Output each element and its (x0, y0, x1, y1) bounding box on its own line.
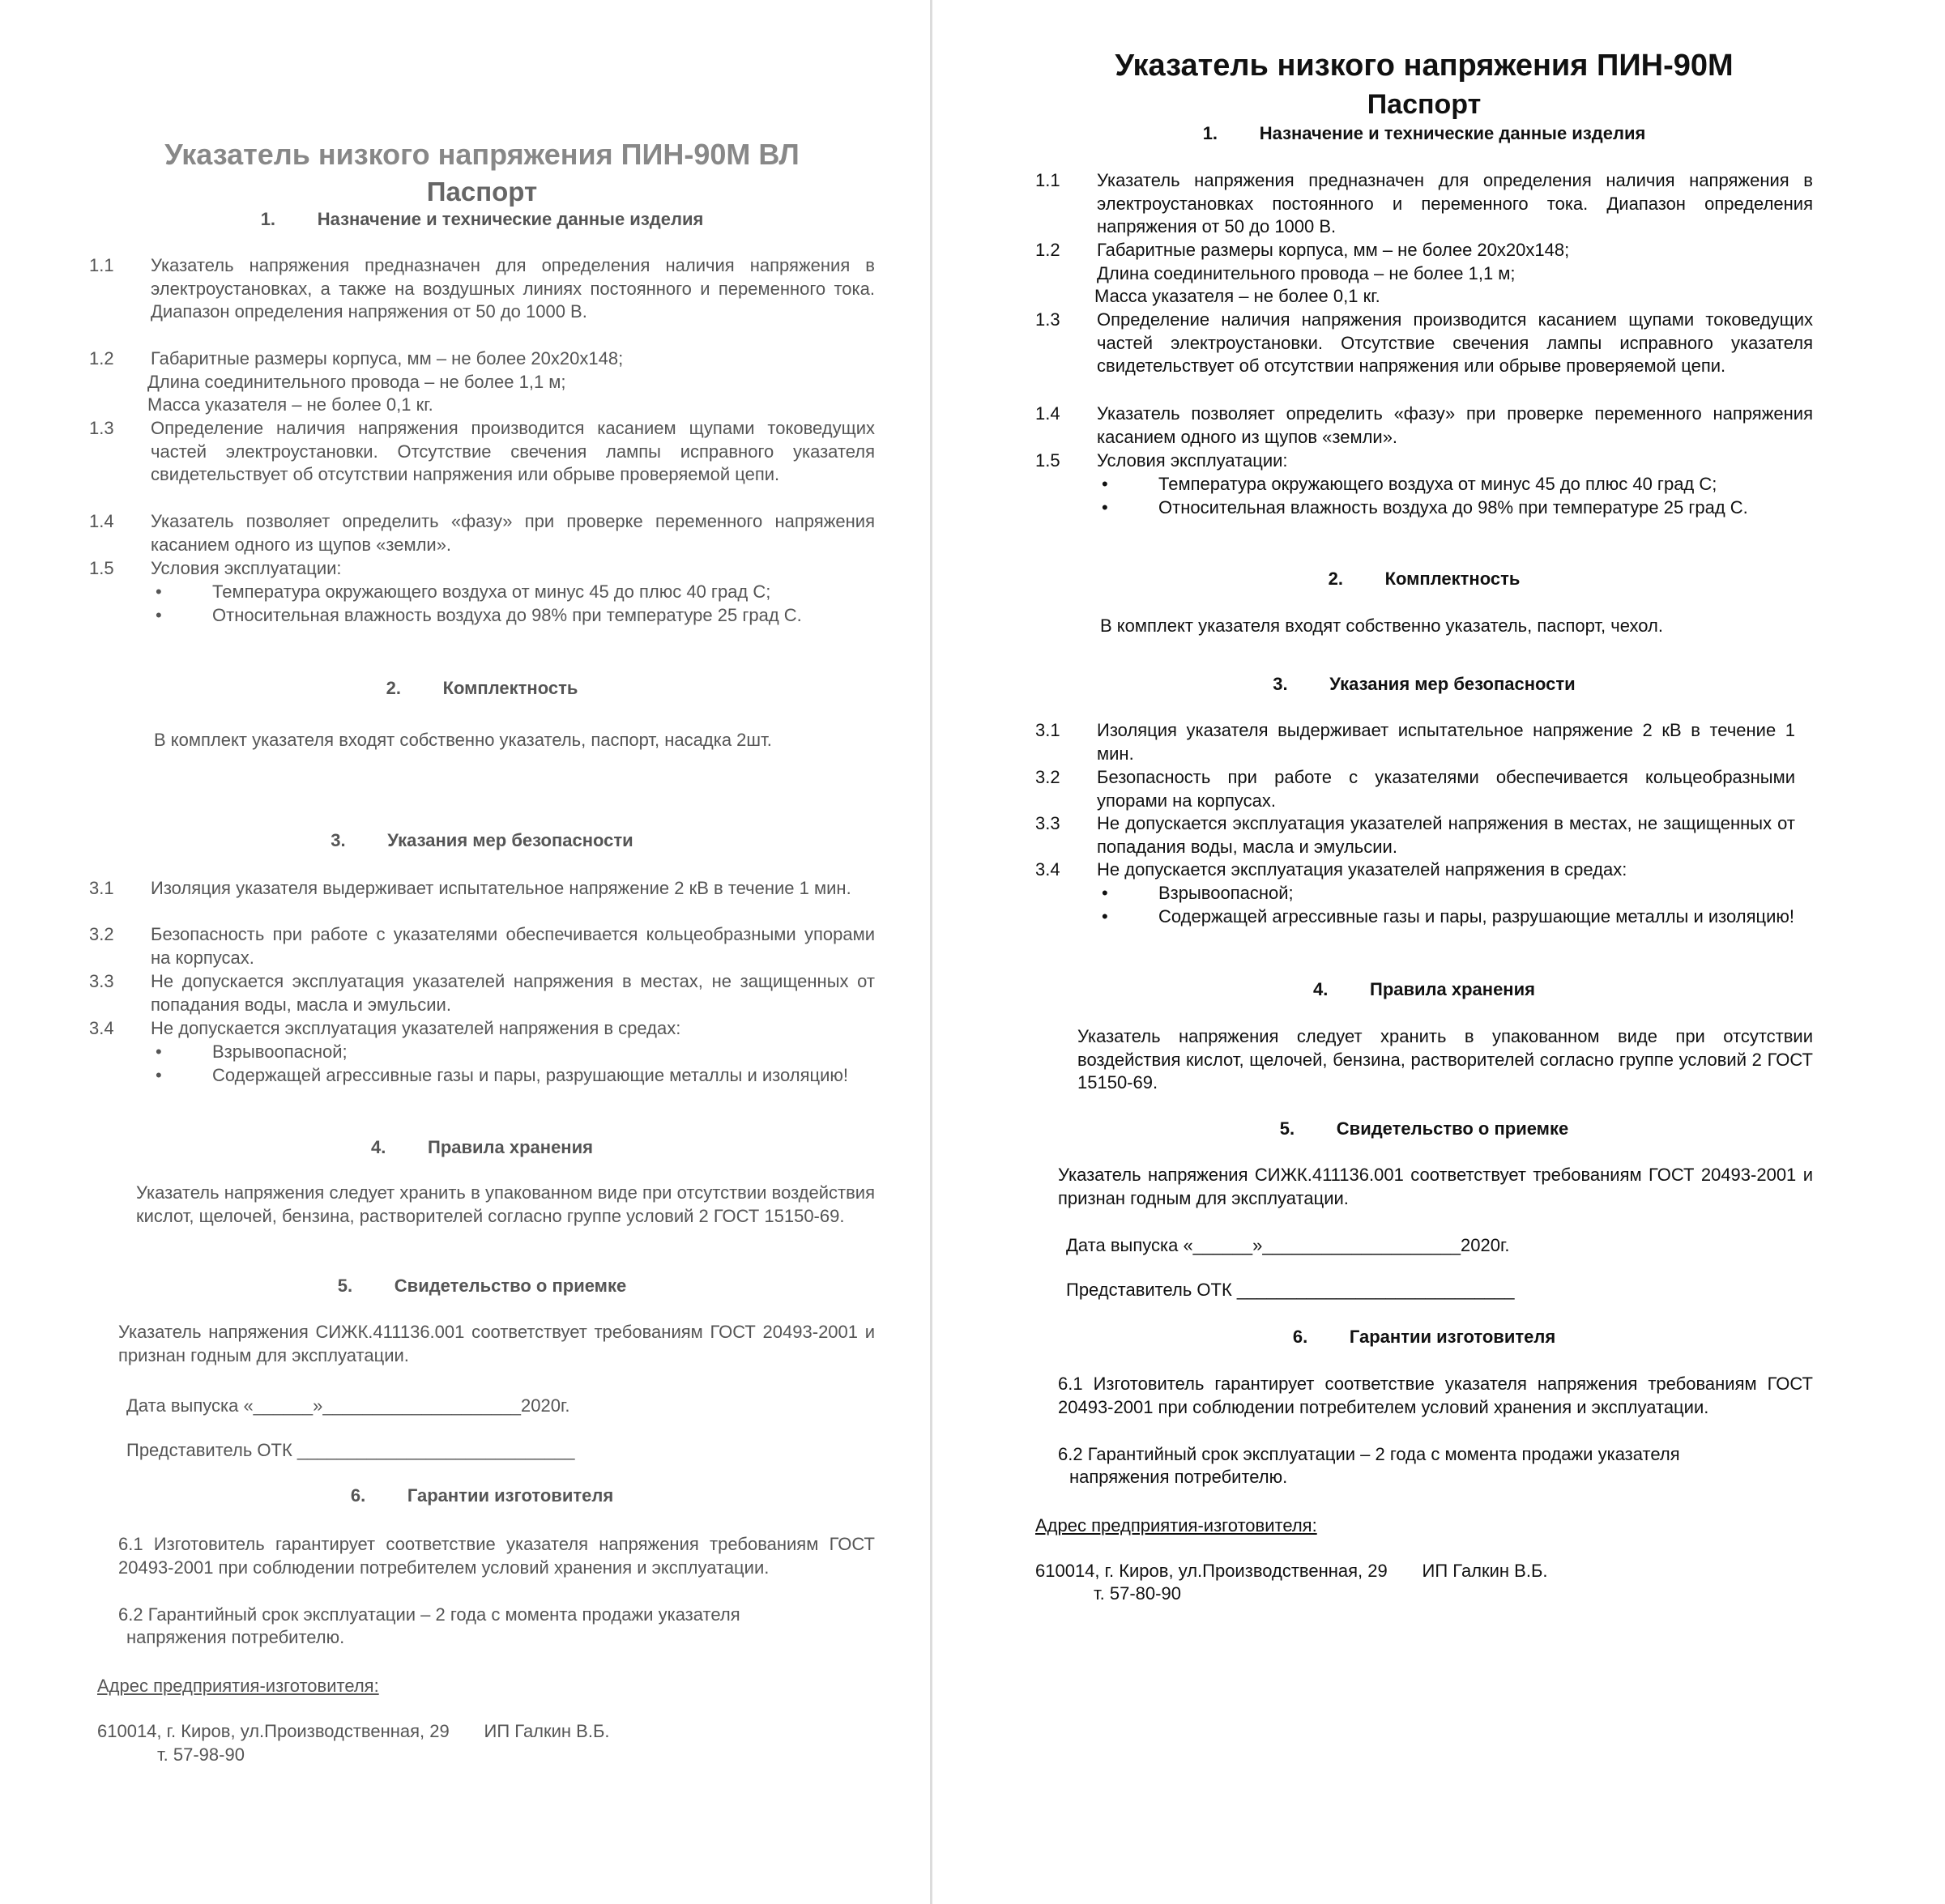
document-title: Указатель низкого напряжения ПИН-90М ВЛ (164, 138, 800, 171)
list-item: • Взрывоопасной; (151, 1041, 875, 1064)
item-3-2: 3.2 Безопасность при работе с указателями обеспечивается кольцеобразными упорами на корпусах. (1035, 767, 1795, 811)
list-item: • Содержащей агрессивные газы и пары, разрушающие металлы и изоляцию! (151, 1064, 875, 1088)
conditions-list (151, 581, 875, 627)
manufacturer-address: 610014, г. Киров, ул.Производственная, 29 ИП Галкин В.Б. (1035, 1561, 1548, 1581)
item-1-1: 1.1 Указатель напряжения предназначен для определения наличия напряжения в электроустановках постоянного и переменного тока. Диапазон определения напряжения от 50 до 1000 В. (1035, 170, 1813, 237)
section-heading-1: 1. Назначение и технические данные изделия (260, 209, 704, 229)
list-item: • Относительная влажность воздуха до 98% при температуре 25 град С. (1097, 496, 1813, 520)
document-subtitle: Паспорт (426, 177, 538, 207)
page-divider (930, 0, 932, 1904)
section-heading-5: 5. Свидетельство о приемке (1279, 1118, 1569, 1139)
release-date-line: Дата выпуска «______»____________________2020г. (1066, 1235, 1510, 1255)
section-heading-2: 2. Комплектность (386, 678, 578, 698)
acceptance-text: Указатель напряжения СИЖК.411136.001 соответствует требованиям ГОСТ 20493-2001 и признан годным для эксплуатации. (1058, 1165, 1813, 1208)
item-1-5: 1.5 Условия эксплуатации: (89, 558, 342, 578)
section-heading-4: 4. Правила хранения (371, 1137, 593, 1157)
release-date-line: Дата выпуска «______»____________________2020г. (126, 1395, 570, 1416)
list-item: • Температура окружающего воздуха от минус 45 до плюс 40 град С; (1097, 473, 1813, 496)
storage-text: Указатель напряжения следует хранить в упакованном виде при отсутствии воздействия кислот, щелочей, бензина, растворителей согласно группе условий 2 ГОСТ 15150-69. (136, 1182, 875, 1226)
address-label: Адрес предприятия-изготовителя: (97, 1676, 379, 1696)
document-title: Указатель низкого напряжения ПИН-90М (1115, 49, 1734, 83)
complect-text: В комплект указателя входят собственно указатель, паспорт, насадка 2шт. (154, 730, 772, 750)
section-heading-6: 6. Гарантии изготовителя (1292, 1327, 1556, 1347)
section-heading-1: 1. Назначение и технические данные изделия (1202, 123, 1646, 143)
acceptance-text: Указатель напряжения СИЖК.411136.001 соответствует требованиям ГОСТ 20493-2001 и признан годным для эксплуатации. (118, 1322, 875, 1365)
item-1-4: 1.4 Указатель позволяет определить «фазу» при проверке переменного напряжения касанием одного из щупов «земли». (89, 511, 875, 555)
item-3-3: 3.3 Не допускается эксплуатация указателей напряжения в местах, не защищенных от попадания воды, масла и эмульсии. (89, 971, 875, 1015)
section-heading-3: 3. Указания мер безопасности (331, 830, 633, 850)
section-heading-5: 5. Свидетельство о приемке (337, 1276, 627, 1296)
complect-text: В комплект указателя входят собственно указатель, паспорт, чехол. (1100, 615, 1663, 636)
otk-representative-line: Представитель ОТК ____________________________ (126, 1440, 575, 1460)
list-item: • Температура окружающего воздуха от минус 45 до плюс 40 град С; (151, 581, 875, 604)
list-item: • Содержащей агрессивные газы и пары, разрушающие металлы и изоляцию! (1097, 905, 1795, 929)
list-item: • Взрывоопасной; (1097, 882, 1795, 905)
warranty-6-2: 6.2 Гарантийный срок эксплуатации – 2 года с момента продажи указателя (1058, 1444, 1680, 1464)
environments-list (151, 1041, 875, 1087)
list-item: • Относительная влажность воздуха до 98% при температуре 25 град С. (151, 604, 875, 628)
item-3-4: 3.4 Не допускается эксплуатация указателей напряжения в средах: (89, 1018, 681, 1038)
item-1-3: 1.3 Определение наличия напряжения производится касанием щупами токоведущих частей электроустановки. Отсутствие свечения лампы исправного указателя свидетельствует об отсутствии напряжения или обрыве проверяемой цепи. (89, 418, 875, 485)
item-1-2: 1.2 Габаритные размеры корпуса, мм – не более 20х20х148; Длина соединительного провода – не более 1,1 м; Масса указателя – не более 0,1 кг. (89, 348, 624, 415)
item-3-3: 3.3 Не допускается эксплуатация указателей напряжения в местах, не защищенных от попадания воды, масла и эмульсии. (1035, 813, 1795, 857)
item-3-4: 3.4 Не допускается эксплуатация указателей напряжения в средах: (1035, 859, 1627, 880)
warranty-6-1: 6.1 Изготовитель гарантирует соответствие указателя напряжения требованиям ГОСТ 20493-2001 при соблюдении потребителем условий хранения и эксплуатации. (118, 1534, 875, 1578)
manufacturer-phone: т. 57-98-90 (157, 1744, 245, 1765)
item-1-3: 1.3 Определение наличия напряжения производится касанием щупами токоведущих частей электроустановки. Отсутствие свечения лампы исправного указателя свидетельствует об отсутствии напряжения или обрыве проверяемой цепи. (1035, 309, 1813, 377)
warranty-6-1: 6.1 Изготовитель гарантирует соответствие указателя напряжения требованиям ГОСТ 20493-2001 при соблюдении потребителем условий хранения и эксплуатации. (1058, 1374, 1813, 1417)
conditions-list (1097, 473, 1813, 519)
item-1-4: 1.4 Указатель позволяет определить «фазу» при проверке переменного напряжения касанием одного из щупов «земли». (1035, 403, 1813, 447)
storage-text: Указатель напряжения следует хранить в упакованном виде при отсутствии воздействия кислот, щелочей, бензина, растворителей согласно группе условий 2 ГОСТ 15150-69. (1077, 1026, 1813, 1093)
item-1-2: 1.2 Габаритные размеры корпуса, мм – не более 20х20х148; Длина соединительного провода – не более 1,1 м; Масса указателя – не более 0,1 кг. (1035, 240, 1570, 307)
document-subtitle: Паспорт (1367, 89, 1482, 120)
warranty-6-2: 6.2 Гарантийный срок эксплуатации – 2 года с момента продажи указателя (118, 1604, 740, 1625)
section-heading-6: 6. Гарантии изготовителя (350, 1485, 614, 1506)
item-1-1: 1.1 Указатель напряжения предназначен для определения наличия напряжения в электроустановках, а также на воздушных линиях постоянного и переменного тока. Диапазон определения напряжения от 50 до 1000 В. (89, 255, 875, 322)
address-label: Адрес предприятия-изготовителя: (1035, 1515, 1317, 1536)
item-3-2: 3.2 Безопасность при работе с указателями обеспечивается кольцеобразными упорами на корпусах. (89, 924, 875, 968)
environments-list (1097, 882, 1795, 928)
manufacturer-address: 610014, г. Киров, ул.Производственная, 29 ИП Галкин В.Б. (97, 1721, 610, 1741)
section-heading-4: 4. Правила хранения (1313, 979, 1535, 999)
item-1-5: 1.5 Условия эксплуатации: (1035, 450, 1288, 471)
item-3-1: 3.1 Изоляция указателя выдерживает испытательное напряжение 2 кВ в течение 1 мин. (89, 878, 851, 898)
item-3-1: 3.1 Изоляция указателя выдерживает испытательное напряжение 2 кВ в течение 1 мин. (1035, 720, 1795, 764)
otk-representative-line: Представитель ОТК ____________________________ (1066, 1280, 1515, 1300)
manufacturer-phone: т. 57-80-90 (1094, 1583, 1181, 1604)
section-heading-2: 2. Комплектность (1328, 569, 1521, 589)
section-heading-3: 3. Указания мер безопасности (1273, 674, 1576, 694)
warranty-6-2-cont: напряжения потребителю. (126, 1627, 345, 1647)
warranty-6-2-cont: напряжения потребителю. (1069, 1467, 1288, 1487)
